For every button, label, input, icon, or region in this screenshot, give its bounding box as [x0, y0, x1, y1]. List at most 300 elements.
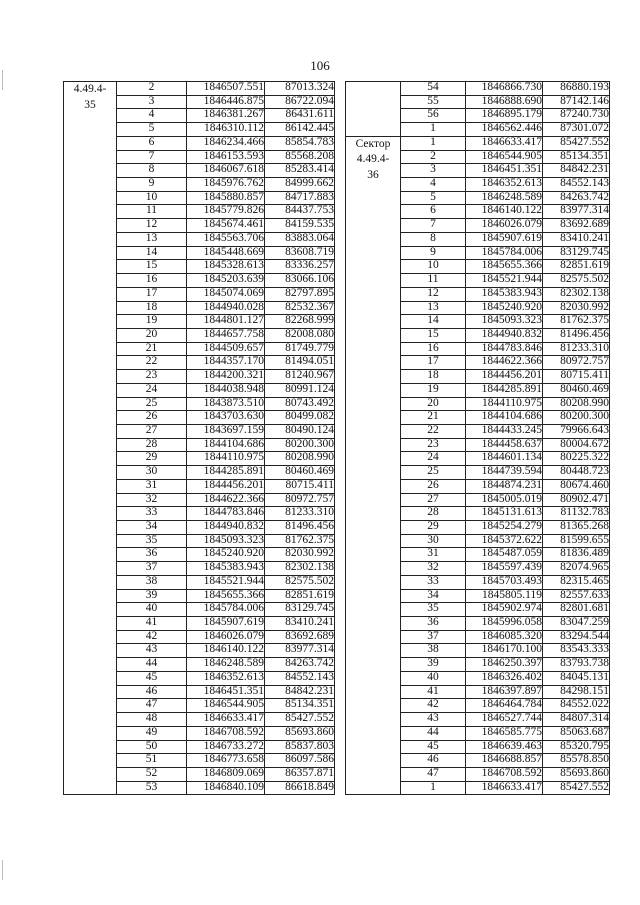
point-number: 23: [401, 438, 466, 452]
empty-sector-cell: [346, 82, 401, 137]
point-number: 13: [117, 232, 187, 246]
y-coordinate: 84045.131: [543, 671, 610, 685]
x-coordinate: 1846310.112: [187, 123, 265, 137]
point-number: 36: [117, 548, 187, 562]
y-coordinate: 84263.742: [543, 191, 610, 205]
x-coordinate: 1846544.905: [187, 699, 265, 713]
point-number: 12: [401, 287, 466, 301]
point-number: 35: [117, 534, 187, 548]
x-coordinate: 1845880.857: [187, 191, 265, 205]
x-coordinate: 1845487.059: [466, 548, 543, 562]
x-coordinate: 1846381.267: [187, 109, 265, 123]
x-coordinate: 1845703.493: [466, 575, 543, 589]
x-coordinate: 1844874.231: [466, 479, 543, 493]
y-coordinate: 85063.687: [543, 726, 610, 740]
x-coordinate: 1846688.857: [466, 754, 543, 768]
x-coordinate: 1846352.613: [187, 671, 265, 685]
x-coordinate: 1844458.637: [466, 438, 543, 452]
y-coordinate: 84552.022: [543, 699, 610, 713]
y-coordinate: 85320.795: [543, 740, 610, 754]
x-coordinate: 1846026.079: [187, 630, 265, 644]
x-coordinate: 1845907.619: [466, 232, 543, 246]
point-number: 20: [401, 397, 466, 411]
x-coordinate: 1845093.323: [466, 315, 543, 329]
x-coordinate: 1843873.510: [187, 397, 265, 411]
point-number: 7: [117, 150, 187, 164]
x-coordinate: 1844622.366: [466, 356, 543, 370]
sector-label-cell: [64, 82, 117, 795]
x-coordinate: 1845383.943: [466, 287, 543, 301]
y-coordinate: 84552.143: [265, 671, 335, 685]
point-number: 11: [117, 205, 187, 219]
point-number: 10: [117, 191, 187, 205]
x-coordinate: 1844104.686: [187, 438, 265, 452]
y-coordinate: 82851.619: [265, 589, 335, 603]
x-coordinate: 1845521.944: [466, 274, 543, 288]
point-number: 1: [401, 781, 466, 795]
point-number: 38: [401, 644, 466, 658]
sector-label-line: 4.49.4-: [356, 153, 390, 166]
x-coordinate: 1846451.351: [187, 685, 265, 699]
point-number: 12: [117, 219, 187, 233]
point-number: 2: [401, 150, 466, 164]
point-number: 47: [401, 767, 466, 781]
x-coordinate: 1846733.272: [187, 740, 265, 754]
point-number: 49: [117, 726, 187, 740]
y-coordinate: 80743.492: [265, 397, 335, 411]
y-coordinate: 81762.375: [265, 534, 335, 548]
y-coordinate: 80200.300: [265, 438, 335, 452]
x-coordinate: 1846562.446: [466, 123, 543, 137]
x-coordinate: 1846248.589: [187, 658, 265, 672]
y-coordinate: 82315.465: [543, 575, 610, 589]
x-coordinate: 1846397.897: [466, 685, 543, 699]
y-coordinate: 82851.619: [543, 260, 610, 274]
x-coordinate: 1845074.069: [187, 287, 265, 301]
table-row: [346, 136, 610, 150]
point-number: 24: [401, 452, 466, 466]
table-row: [346, 82, 610, 96]
y-coordinate: 81233.310: [265, 507, 335, 521]
x-coordinate: 1845005.019: [466, 493, 543, 507]
y-coordinate: 86722.094: [265, 95, 335, 109]
y-coordinate: 85693.860: [265, 726, 335, 740]
x-coordinate: 1845131.613: [466, 507, 543, 521]
point-number: 40: [401, 671, 466, 685]
y-coordinate: 86097.586: [265, 754, 335, 768]
y-coordinate: 82801.681: [543, 603, 610, 617]
point-number: 2: [117, 82, 187, 96]
x-coordinate: 1846248.589: [466, 191, 543, 205]
point-number: 34: [401, 589, 466, 603]
x-coordinate: 1846026.079: [466, 219, 543, 233]
y-coordinate: 80208.990: [265, 452, 335, 466]
sector-label-cell: [346, 136, 401, 795]
x-coordinate: 1846895.179: [466, 109, 543, 123]
point-number: 39: [401, 658, 466, 672]
x-coordinate: 1844110.975: [187, 452, 265, 466]
x-coordinate: 1846888.690: [466, 95, 543, 109]
y-coordinate: 80200.300: [543, 411, 610, 425]
x-coordinate: 1846840.109: [187, 781, 265, 795]
y-coordinate: 84437.753: [265, 205, 335, 219]
y-coordinate: 80460.469: [265, 466, 335, 480]
y-coordinate: 81240.967: [265, 370, 335, 384]
x-coordinate: 1846451.351: [466, 164, 543, 178]
y-coordinate: 81365.268: [543, 521, 610, 535]
point-number: 1: [401, 123, 466, 137]
y-coordinate: 83883.064: [265, 232, 335, 246]
x-coordinate: 1844509.657: [187, 342, 265, 356]
x-coordinate: 1845674.461: [187, 219, 265, 233]
y-coordinate: 81599.655: [543, 534, 610, 548]
point-number: 17: [117, 287, 187, 301]
x-coordinate: 1844739.594: [466, 466, 543, 480]
x-coordinate: 1844783.846: [187, 507, 265, 521]
point-number: 1: [401, 136, 466, 150]
y-coordinate: 80460.469: [543, 383, 610, 397]
x-coordinate: 1846067.618: [187, 164, 265, 178]
x-coordinate: 1845655.366: [187, 589, 265, 603]
x-coordinate: 1844622.366: [187, 493, 265, 507]
x-coordinate: 1846250.397: [466, 658, 543, 672]
x-coordinate: 1844285.891: [187, 466, 265, 480]
point-number: 48: [117, 713, 187, 727]
point-number: 26: [117, 411, 187, 425]
point-number: 43: [401, 713, 466, 727]
point-number: 17: [401, 356, 466, 370]
point-number: 22: [117, 356, 187, 370]
point-number: 3: [117, 95, 187, 109]
point-number: 23: [117, 370, 187, 384]
point-number: 40: [117, 603, 187, 617]
y-coordinate: 85854.783: [265, 136, 335, 150]
y-coordinate: 86142.445: [265, 123, 335, 137]
y-coordinate: 81233.310: [543, 342, 610, 356]
y-coordinate: 80991.124: [265, 383, 335, 397]
y-coordinate: 83692.689: [265, 630, 335, 644]
y-coordinate: 85427.552: [265, 713, 335, 727]
x-coordinate: 1846708.592: [187, 726, 265, 740]
y-coordinate: 82575.502: [265, 575, 335, 589]
point-number: 21: [401, 411, 466, 425]
y-coordinate: 82030.992: [265, 548, 335, 562]
x-coordinate: 1845254.279: [466, 521, 543, 535]
y-coordinate: 83410.241: [265, 617, 335, 631]
point-number: 36: [401, 617, 466, 631]
y-coordinate: 84842.231: [543, 164, 610, 178]
y-coordinate: 85283.414: [265, 164, 335, 178]
point-number: 32: [401, 562, 466, 576]
y-coordinate: 85568.208: [265, 150, 335, 164]
x-coordinate: 1844940.028: [187, 301, 265, 315]
y-coordinate: 83793.738: [543, 658, 610, 672]
coordinates-table-right: [345, 81, 610, 795]
point-number: 25: [401, 466, 466, 480]
point-number: 31: [401, 548, 466, 562]
point-number: 27: [401, 493, 466, 507]
point-number: 18: [117, 301, 187, 315]
x-coordinate: 1846507.551: [187, 82, 265, 96]
point-number: 8: [401, 232, 466, 246]
y-coordinate: 82532.367: [265, 301, 335, 315]
point-number: 28: [401, 507, 466, 521]
point-number: 41: [117, 617, 187, 631]
y-coordinate: 80715.411: [543, 370, 610, 384]
y-coordinate: 83066.106: [265, 274, 335, 288]
x-coordinate: 1845372.622: [466, 534, 543, 548]
y-coordinate: 83977.314: [543, 205, 610, 219]
y-coordinate: 84842.231: [265, 685, 335, 699]
point-number: 13: [401, 301, 466, 315]
point-number: 41: [401, 685, 466, 699]
x-coordinate: 1845907.619: [187, 617, 265, 631]
scan-edge-mark: [2, 70, 3, 90]
y-coordinate: 80715.411: [265, 479, 335, 493]
x-coordinate: 1844657.758: [187, 328, 265, 342]
point-number: 37: [117, 562, 187, 576]
x-coordinate: 1845805.119: [466, 589, 543, 603]
y-coordinate: 82074.965: [543, 562, 610, 576]
point-number: 46: [401, 754, 466, 768]
point-number: 46: [117, 685, 187, 699]
point-number: 29: [117, 452, 187, 466]
x-coordinate: 1845240.920: [187, 548, 265, 562]
y-coordinate: 84159.535: [265, 219, 335, 233]
point-number: 3: [401, 164, 466, 178]
point-number: 45: [117, 671, 187, 685]
point-number: 19: [401, 383, 466, 397]
y-coordinate: 80674.460: [543, 479, 610, 493]
x-coordinate: 1845093.323: [187, 534, 265, 548]
x-coordinate: 1845203.639: [187, 274, 265, 288]
x-coordinate: 1845448.669: [187, 246, 265, 260]
point-number: 8: [117, 164, 187, 178]
point-number: 42: [401, 699, 466, 713]
y-coordinate: 80972.757: [543, 356, 610, 370]
y-coordinate: 83129.745: [543, 246, 610, 260]
table-row: [64, 82, 335, 96]
x-coordinate: 1844038.948: [187, 383, 265, 397]
y-coordinate: 83129.745: [265, 603, 335, 617]
x-coordinate: 1844801.127: [187, 315, 265, 329]
point-number: 11: [401, 274, 466, 288]
y-coordinate: 83543.333: [543, 644, 610, 658]
x-coordinate: 1845328.613: [187, 260, 265, 274]
x-coordinate: 1845240.920: [466, 301, 543, 315]
x-coordinate: 1846140.122: [466, 205, 543, 219]
point-number: 44: [117, 658, 187, 672]
page-number: 106: [310, 58, 330, 73]
y-coordinate: 85134.351: [543, 150, 610, 164]
point-number: 16: [401, 342, 466, 356]
x-coordinate: 1845784.006: [466, 246, 543, 260]
y-coordinate: 85427.552: [543, 136, 610, 150]
x-coordinate: 1844940.832: [466, 328, 543, 342]
x-coordinate: 1844110.975: [466, 397, 543, 411]
y-coordinate: 80902.471: [543, 493, 610, 507]
point-number: 26: [401, 479, 466, 493]
x-coordinate: 1844456.201: [187, 479, 265, 493]
y-coordinate: 84552.143: [543, 178, 610, 192]
y-coordinate: 80972.757: [265, 493, 335, 507]
y-coordinate: 85837.803: [265, 740, 335, 754]
x-coordinate: 1844601.134: [466, 452, 543, 466]
point-number: 9: [117, 178, 187, 192]
y-coordinate: 82302.138: [543, 287, 610, 301]
x-coordinate: 1844783.846: [466, 342, 543, 356]
y-coordinate: 82557.633: [543, 589, 610, 603]
y-coordinate: 80004.672: [543, 438, 610, 452]
x-coordinate: 1845996.058: [466, 617, 543, 631]
point-number: 39: [117, 589, 187, 603]
point-number: 53: [117, 781, 187, 795]
x-coordinate: 1845383.943: [187, 562, 265, 576]
point-number: 35: [401, 603, 466, 617]
x-coordinate: 1846085.320: [466, 630, 543, 644]
point-number: 18: [401, 370, 466, 384]
point-number: 14: [401, 315, 466, 329]
point-number: 45: [401, 740, 466, 754]
x-coordinate: 1844285.891: [466, 383, 543, 397]
point-number: 37: [401, 630, 466, 644]
y-coordinate: 80490.124: [265, 424, 335, 438]
scan-edge-mark: [2, 860, 3, 880]
y-coordinate: 87013.324: [265, 82, 335, 96]
point-number: 47: [117, 699, 187, 713]
x-coordinate: 1846866.730: [466, 82, 543, 96]
point-number: 16: [117, 274, 187, 288]
y-coordinate: 81132.783: [543, 507, 610, 521]
y-coordinate: 86880.193: [543, 82, 610, 96]
sector-label-line: 36: [367, 168, 379, 181]
point-number: 4: [117, 109, 187, 123]
y-coordinate: 80208.990: [543, 397, 610, 411]
x-coordinate: 1846585.775: [466, 726, 543, 740]
point-number: 33: [117, 507, 187, 521]
y-coordinate: 84717.883: [265, 191, 335, 205]
y-coordinate: 86431.611: [265, 109, 335, 123]
x-coordinate: 1844357.170: [187, 356, 265, 370]
y-coordinate: 82008.080: [265, 328, 335, 342]
x-coordinate: 1846527.744: [466, 713, 543, 727]
y-coordinate: 82797.895: [265, 287, 335, 301]
y-coordinate: 83608.719: [265, 246, 335, 260]
x-coordinate: 1846633.417: [466, 136, 543, 150]
y-coordinate: 84999.662: [265, 178, 335, 192]
x-coordinate: 1846153.593: [187, 150, 265, 164]
point-number: 5: [401, 191, 466, 205]
x-coordinate: 1846352.613: [466, 178, 543, 192]
x-coordinate: 1845597.439: [466, 562, 543, 576]
x-coordinate: 1846464.784: [466, 699, 543, 713]
x-coordinate: 1846633.417: [187, 713, 265, 727]
y-coordinate: 83410.241: [543, 232, 610, 246]
y-coordinate: 83692.689: [543, 219, 610, 233]
x-coordinate: 1846809.069: [187, 767, 265, 781]
point-number: 27: [117, 424, 187, 438]
point-number: 30: [117, 466, 187, 480]
x-coordinate: 1844200.321: [187, 370, 265, 384]
y-coordinate: 81762.375: [543, 315, 610, 329]
y-coordinate: 81749.779: [265, 342, 335, 356]
y-coordinate: 86357.871: [265, 767, 335, 781]
point-number: 50: [117, 740, 187, 754]
y-coordinate: 84807.314: [543, 713, 610, 727]
y-coordinate: 87240.730: [543, 109, 610, 123]
x-coordinate: 1846773.658: [187, 754, 265, 768]
point-number: 6: [401, 205, 466, 219]
point-number: 25: [117, 397, 187, 411]
point-number: 22: [401, 424, 466, 438]
point-number: 32: [117, 493, 187, 507]
x-coordinate: 1845563.706: [187, 232, 265, 246]
y-coordinate: 83047.259: [543, 617, 610, 631]
x-coordinate: 1846140.122: [187, 644, 265, 658]
sector-label-line: 4.49.4-: [73, 83, 107, 95]
y-coordinate: 87301.072: [543, 123, 610, 137]
point-number: 34: [117, 521, 187, 535]
x-coordinate: 1846170.100: [466, 644, 543, 658]
x-coordinate: 1846708.592: [466, 767, 543, 781]
point-number: 15: [117, 260, 187, 274]
point-number: 56: [401, 109, 466, 123]
y-coordinate: 85427.552: [543, 781, 610, 795]
coordinates-table-left: [63, 81, 335, 795]
y-coordinate: 81836.489: [543, 548, 610, 562]
point-number: 6: [117, 136, 187, 150]
x-coordinate: 1845902.974: [466, 603, 543, 617]
y-coordinate: 83294.544: [543, 630, 610, 644]
x-coordinate: 1846326.402: [466, 671, 543, 685]
point-number: 43: [117, 644, 187, 658]
point-number: 44: [401, 726, 466, 740]
point-number: 5: [117, 123, 187, 137]
y-coordinate: 80499.082: [265, 411, 335, 425]
point-number: 15: [401, 328, 466, 342]
point-number: 54: [401, 82, 466, 96]
y-coordinate: 82030.992: [543, 301, 610, 315]
x-coordinate: 1846633.417: [466, 781, 543, 795]
y-coordinate: 82268.999: [265, 315, 335, 329]
point-number: 10: [401, 260, 466, 274]
y-coordinate: 80448.723: [543, 466, 610, 480]
y-coordinate: 79966.643: [543, 424, 610, 438]
y-coordinate: 84263.742: [265, 658, 335, 672]
point-number: 9: [401, 246, 466, 260]
y-coordinate: 81496.456: [543, 328, 610, 342]
point-number: 20: [117, 328, 187, 342]
point-number: 33: [401, 575, 466, 589]
point-number: 30: [401, 534, 466, 548]
point-number: 24: [117, 383, 187, 397]
point-number: 31: [117, 479, 187, 493]
x-coordinate: 1844433.245: [466, 424, 543, 438]
point-number: 7: [401, 219, 466, 233]
point-number: 52: [117, 767, 187, 781]
x-coordinate: 1843703.630: [187, 411, 265, 425]
sector-label-line: 35: [84, 98, 96, 111]
x-coordinate: 1846234.466: [187, 136, 265, 150]
point-number: 29: [401, 521, 466, 535]
x-coordinate: 1845655.366: [466, 260, 543, 274]
x-coordinate: 1844456.201: [466, 370, 543, 384]
y-coordinate: 83336.257: [265, 260, 335, 274]
x-coordinate: 1846544.905: [466, 150, 543, 164]
y-coordinate: 85134.351: [265, 699, 335, 713]
y-coordinate: 81494.051: [265, 356, 335, 370]
point-number: 55: [401, 95, 466, 109]
